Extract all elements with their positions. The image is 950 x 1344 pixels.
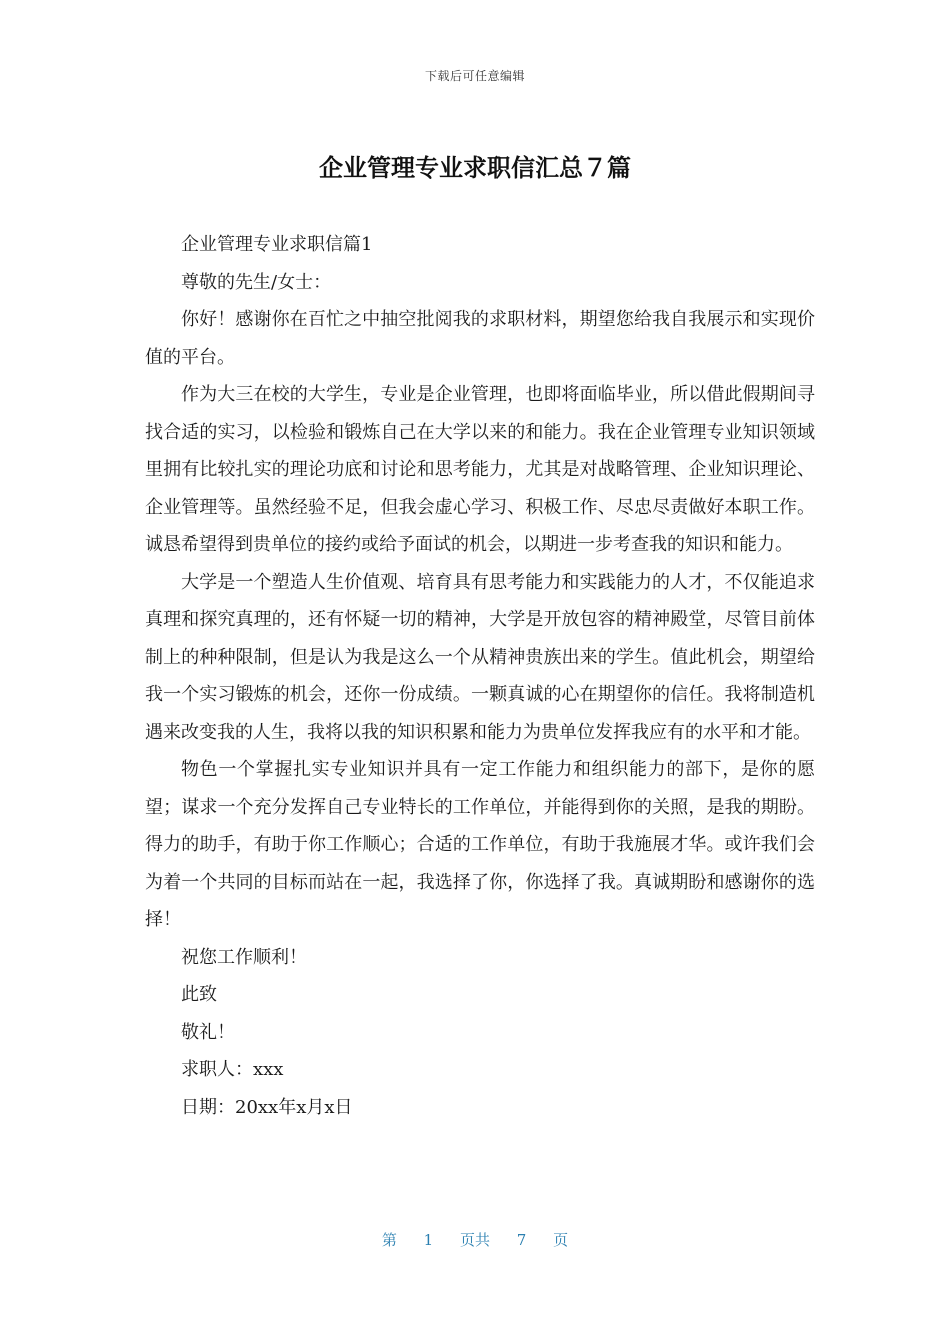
salutation: 尊敬的先生/女士： [181,271,332,293]
page-current-number: 1 [423,1231,434,1249]
body-paragraph: 大学是一个塑造人生价值观、培育具有思考能力和实践能力的人才，不仅能追求真理和探究真理的，还有怀疑一切的精神，大学是开放包容的精神殿堂，尽管目前体制上的种种限制，但是认为我是这么一个从精神贵族出来的学生。值此机会，期望给我一个实习锻炼的机会，还你一份成绩。一颗真诚的心在期望你的信任。我将制造机遇来改变我的人生，我将以我的知识积累和能力为贵单位发挥我应有的水平和才能。 [145,571,815,743]
closing-cizhi: 此致 [181,984,217,1005]
document-body [145,226,815,1126]
download-note: 下载后可任意编辑 [424,69,525,83]
body-paragraph: 作为大三在校的大学生，专业是企业管理，也即将面临毕业，所以借此假期间寻找合适的实习，以检验和锻炼自己在大学以来的和能力。我在企业管理专业知识领域里拥有比较扎实的理论功底和讨论和思考能力，尤其是对战略管理、企业知识理论、企业管理等。虽然经验不足，但我会虚心学习、积极工作、尽忠尽责做好本职工作。诚恳希望得到贵单位的接约或给予面试的机会，以期进一步考查我的知识和能力。 [145,384,815,555]
page-indicator [0,1229,950,1250]
page-label-middle: 页共 [459,1231,490,1249]
letter-heading: 企业管理专业求职信篇1 [181,234,373,255]
page-total-number: 7 [516,1231,527,1249]
signature-date: 日期：20xx年x月x日 [181,1096,353,1118]
signature-applicant: 求职人：xxx [181,1059,284,1080]
page-label-suffix: 页 [553,1231,569,1249]
closing-wish: 祝您工作顺利！ [181,946,307,968]
body-paragraph: 你好！感谢你在百忙之中抽空批阅我的求职材料，期望您给我自我展示和实现价值的平台。 [145,309,815,368]
document-title: 企业管理专业求职信汇总７篇 [319,154,631,182]
page-label-prefix: 第 [381,1231,397,1249]
closing-jingli: 敬礼！ [181,1021,235,1043]
body-paragraph: 物色一个掌握扎实专业知识并具有一定工作能力和组织能力的部下，是你的愿望；谋求一个充分发挥自己专业特长的工作单位，并能得到你的关照，是我的期盼。得力的助手，有助于你工作顺心；合适的工作单位，有助于我施展才华。或许我们会为着一个共同的目标而站在一起，我选择了你，你选择了我。真诚期盼和感谢你的选择！ [145,759,815,930]
